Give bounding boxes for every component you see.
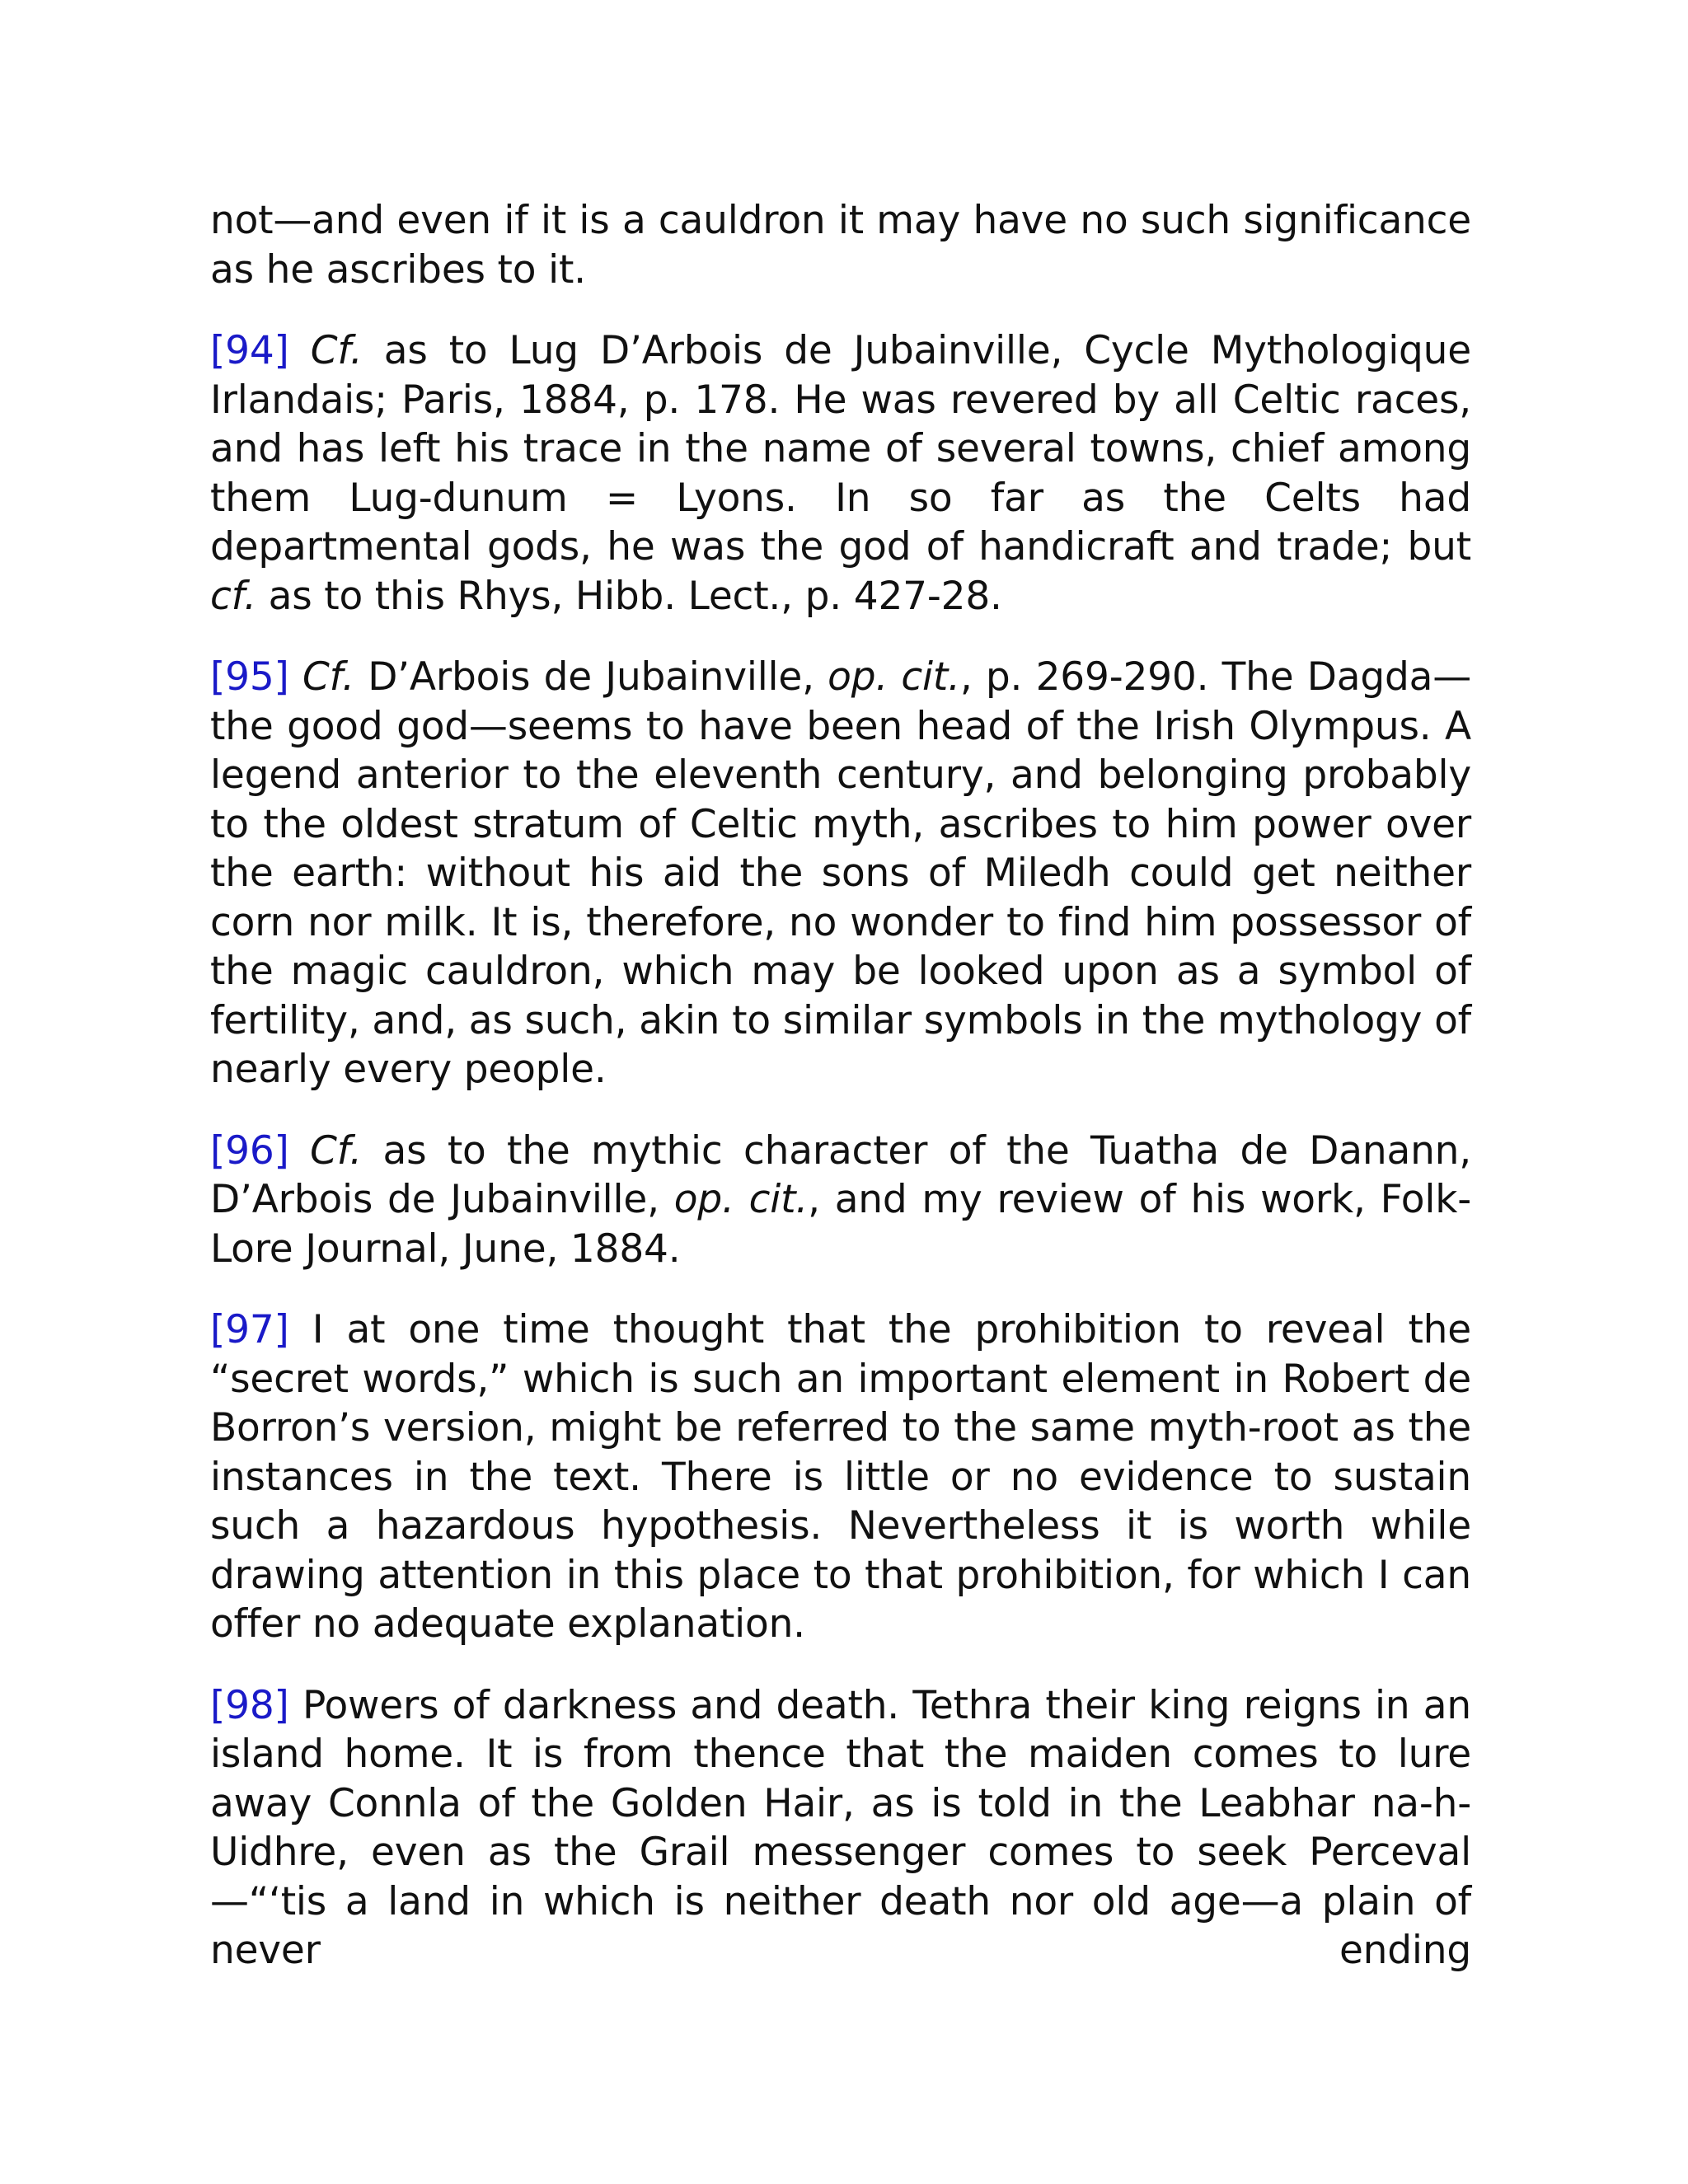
footnote-ref-link[interactable]: [98]	[210, 1682, 289, 1728]
footnote-94	[210, 326, 1471, 621]
footnote-text: I at one time thought that the prohibition to reveal the “secret words,” which is such an important element in Robert de Borron’s version, might be referred to the same myth-root as the instances in the text. There is little or no evidence to sustain such a hazardous hypothesis. Nevertheless it is worth while drawing attention in this place to that prohibition, for which I can offer no adequate explanation.	[210, 1307, 1471, 1647]
footnote-text: not—and even if it is a cauldron it may have no such significance as he ascribes to it.	[210, 198, 1471, 293]
footnote-ref-link[interactable]: [97]	[210, 1307, 289, 1352]
footnote-italic-text: cf.	[210, 573, 256, 619]
footnote-italic-text: Cf.	[310, 328, 363, 373]
footnote-text: as to this Rhys, Hibb. Lect., p. 427-28.	[256, 573, 1002, 619]
footnote-text: as to the mythic character of the Tuatha de Danann, D’Arbois de Jubainville,	[210, 1127, 1471, 1222]
footnote-ref-link[interactable]: [95]	[210, 654, 289, 700]
footnote-text: , and my review of his work, Folk-Lore Journal, June, 1884.	[210, 1177, 1471, 1272]
footnotes-page	[210, 196, 1471, 2008]
footnote-ref-link[interactable]: [96]	[210, 1127, 289, 1174]
footnote-ref-link[interactable]: [94]	[210, 328, 289, 373]
footnote-97	[210, 1305, 1471, 1649]
footnote-continuation	[210, 196, 1471, 294]
footnote-96	[210, 1127, 1471, 1274]
footnote-text: Powers of darkness and death. Tethra their king reigns in an island home. It is from thence that the maiden comes to lure away Connla of the Golden Hair, as is told in the Leabhar na-h-Uidhre, even as the Grail messenger comes to seek Perceval—“‘tis a land in which is neither death nor old age—a plain of never ending	[210, 1682, 1471, 1973]
footnote-95	[210, 653, 1471, 1094]
footnote-italic-text: Cf.	[302, 654, 354, 700]
footnote-italic-text: Cf.	[310, 1127, 363, 1174]
footnote-italic-text: op. cit.	[828, 654, 960, 700]
footnote-text: D’Arbois de Jubainville,	[354, 654, 828, 700]
footnote-text: , p. 269-290. The Dagda—the good god—seems to have been head of the Irish Olympus. A legend anterior to the eleventh century, and belonging probably to the oldest stratum of Celtic myth, ascribes to him power over the earth: without his aid the sons of Miledh could get neither corn nor milk. It is, therefore, no wonder to find him possessor of the magic cauldron, which may be looked upon as a symbol of fertility, and, as such, akin to similar symbols in the mythology of nearly every people.	[210, 654, 1471, 1092]
footnote-text: as to Lug D’Arbois de Jubainville, Cycle Mythologique Irlandais; Paris, 1884, p. 178. He was revered by all Celtic races, and has left his trace in the name of several towns, chief among them Lug-dunum = Lyons. In so far as the Celts had departmental gods, he was the god of handicraft and trade; but	[210, 328, 1471, 569]
footnote-98	[210, 1681, 1471, 1975]
footnote-italic-text: op. cit.	[673, 1177, 809, 1222]
